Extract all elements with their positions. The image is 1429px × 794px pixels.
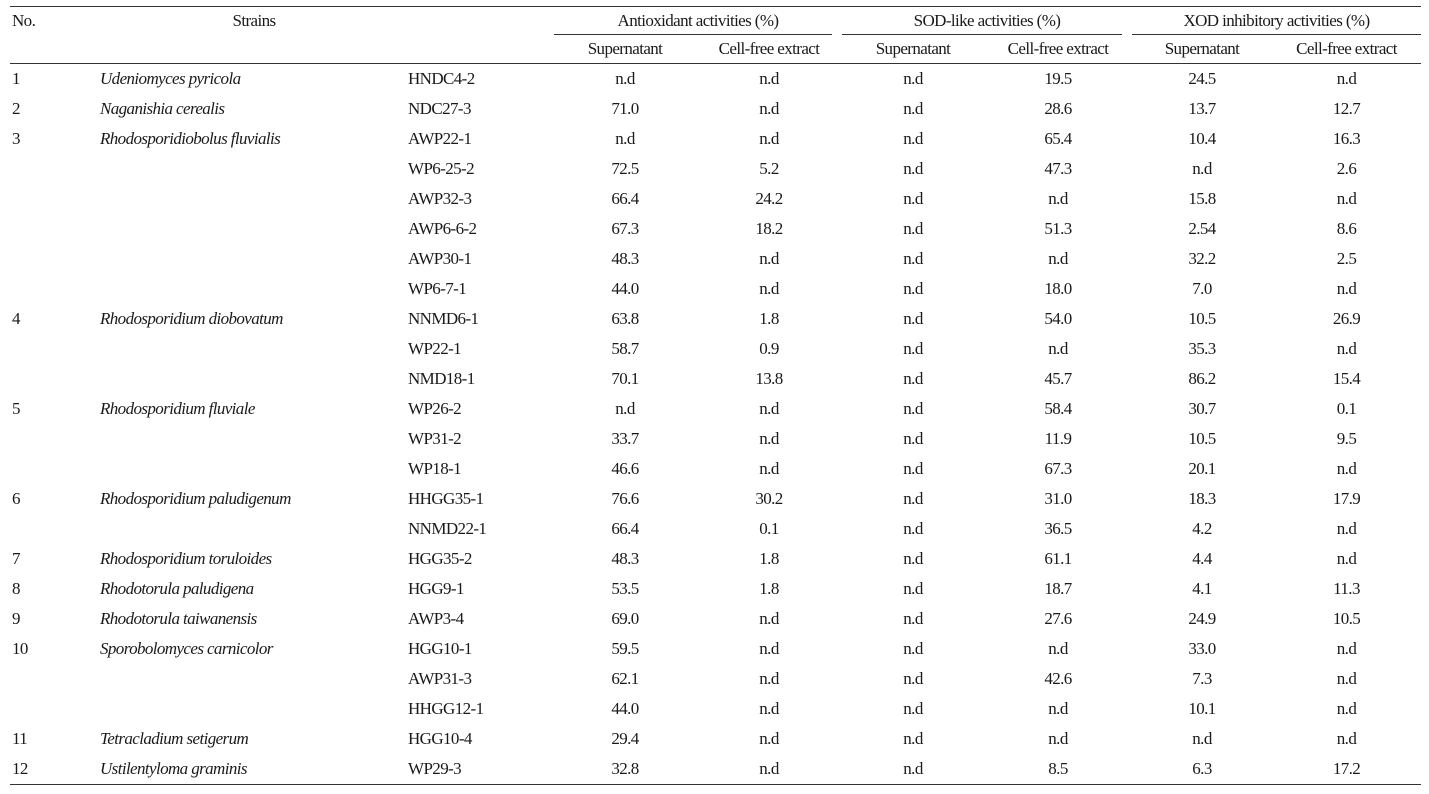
- cell-antioxidant-cellfree: n.d: [759, 279, 779, 298]
- cell-sod-cellfree: 8.5: [984, 754, 1132, 785]
- cell-xod-supernatant: 4.1: [1192, 579, 1212, 598]
- cell-species: [100, 604, 408, 634]
- cell-xod-cellfree: 15.4: [1332, 369, 1361, 388]
- cell-antioxidant-supernatant: 44.0: [611, 279, 639, 298]
- cell-sod-cellfree: 19.5: [1044, 69, 1072, 88]
- cell-sod-supernatant: n.d: [903, 519, 923, 538]
- cell-strain: HGG10-4: [408, 729, 472, 748]
- cell-antioxidant-supernatant: n.d: [615, 69, 635, 88]
- cell-antioxidant-supernatant: 70.1: [611, 369, 639, 388]
- cell-strain: WP6-25-2: [408, 159, 475, 178]
- cell-sod-cellfree: n.d: [1048, 729, 1068, 748]
- header-row-groups: [10, 7, 1421, 36]
- cell-antioxidant-cellfree: 1.8: [759, 579, 779, 598]
- cell-strain: NDC27-3: [408, 99, 471, 118]
- data-table: [10, 6, 1421, 785]
- table-row: [10, 484, 1421, 514]
- cell-sod-cellfree: 67.3: [1044, 459, 1072, 478]
- table-row: [10, 604, 1421, 634]
- cell-xod-supernatant: 86.2: [1188, 369, 1216, 388]
- cell-xod-supernatant: 6.3: [1132, 754, 1272, 785]
- cell-strain: WP31-2: [408, 429, 462, 448]
- species-name: Sporobolomyces carnicolor: [100, 639, 273, 658]
- cell-xod-supernatant: 33.0: [1188, 639, 1216, 658]
- header-xod-supernatant: Supernatant: [1132, 35, 1272, 64]
- cell-sod-cellfree: 47.3: [1044, 159, 1072, 178]
- cell-sod-cellfree: n.d: [1048, 339, 1068, 358]
- cell-strain: AWP6-6-2: [408, 219, 477, 238]
- cell-sod-supernatant: n.d: [903, 339, 923, 358]
- cell-strain: AWP3-4: [408, 609, 464, 628]
- cell-no: 1: [12, 69, 20, 88]
- cell-xod-supernatant: n.d: [1192, 159, 1212, 178]
- table-row: [10, 394, 1421, 424]
- header-sod-label: SOD-like activities (%): [913, 11, 1061, 30]
- cell-sod-cellfree: 61.1: [1044, 549, 1072, 568]
- cell-antioxidant-cellfree: n.d: [759, 459, 779, 478]
- cell-xod-cellfree: 11.3: [1333, 579, 1360, 598]
- cell-xod-supernatant: 18.3: [1188, 489, 1216, 508]
- cell-xod-supernatant: 30.7: [1188, 399, 1216, 418]
- cell-no: [10, 454, 100, 484]
- cell-species: [100, 304, 408, 334]
- cell-xod-supernatant: 24.9: [1188, 609, 1216, 628]
- cell-xod-supernatant: 4.2: [1192, 519, 1212, 538]
- cell-sod-cellfree: n.d: [1048, 249, 1068, 268]
- cell-xod-cellfree: 12.7: [1332, 99, 1361, 118]
- header-sod-supernatant: Supernatant: [842, 35, 984, 64]
- cell-xod-supernatant: 10.5: [1188, 309, 1216, 328]
- cell-sod-supernatant: n.d: [903, 609, 923, 628]
- cell-strain: AWP31-3: [408, 669, 472, 688]
- cell-no: 12: [10, 754, 100, 785]
- cell-sod-supernatant: n.d: [903, 369, 923, 388]
- species-name: Tetracladium setigerum: [100, 729, 249, 748]
- cell-xod-cellfree: n.d: [1336, 639, 1357, 658]
- cell-sod-cellfree: n.d: [1048, 639, 1068, 658]
- cell-antioxidant-cellfree: n.d: [759, 729, 779, 748]
- cell-xod-supernatant: 2.54: [1188, 219, 1216, 238]
- cell-antioxidant-supernatant: 46.6: [611, 459, 639, 478]
- cell-antioxidant-cellfree: 0.9: [759, 339, 779, 358]
- cell-species: [100, 94, 408, 124]
- cell-sod-cellfree: 18.7: [1044, 579, 1072, 598]
- cell-no: [10, 244, 100, 274]
- cell-xod-cellfree: 8.6: [1336, 219, 1357, 238]
- cell-xod-supernatant: 20.1: [1188, 459, 1216, 478]
- cell-sod-cellfree: n.d: [1048, 189, 1068, 208]
- cell-strain: WP29-3: [408, 754, 554, 785]
- cell-xod-supernatant: 4.4: [1192, 549, 1212, 568]
- cell-species: [100, 754, 408, 785]
- table-row: [10, 244, 1421, 274]
- cell-sod-cellfree: 28.6: [1044, 99, 1072, 118]
- species-name: Rhodosporidium paludigenum: [100, 489, 291, 508]
- cell-strain: WP22-1: [408, 339, 462, 358]
- cell-sod-cellfree: 65.4: [1044, 129, 1072, 148]
- cell-xod-cellfree: 2.6: [1336, 159, 1357, 178]
- cell-antioxidant-cellfree: 0.1: [759, 519, 779, 538]
- cell-no: 8: [12, 579, 20, 598]
- cell-antioxidant-cellfree: n.d: [696, 754, 842, 785]
- cell-antioxidant-supernatant: 29.4: [611, 729, 639, 748]
- cell-species: [100, 724, 408, 754]
- cell-strain: AWP32-3: [408, 189, 472, 208]
- cell-xod-cellfree: 17.2: [1272, 754, 1421, 785]
- cell-xod-supernatant: 35.3: [1188, 339, 1216, 358]
- cell-antioxidant-supernatant: n.d: [615, 399, 635, 418]
- cell-antioxidant-supernatant: 44.0: [611, 699, 639, 718]
- cell-species: [100, 664, 408, 694]
- cell-no: [10, 184, 100, 214]
- cell-species: [100, 214, 408, 244]
- cell-antioxidant-supernatant: 72.5: [611, 159, 639, 178]
- cell-strain: NNMD22-1: [408, 519, 487, 538]
- cell-antioxidant-supernatant: 48.3: [611, 549, 639, 568]
- cell-sod-supernatant: n.d: [903, 309, 923, 328]
- cell-antioxidant-cellfree: n.d: [759, 249, 779, 268]
- cell-xod-supernatant: 32.2: [1188, 249, 1216, 268]
- header-sod-cellfree: Cell-free extract: [984, 35, 1132, 64]
- table-row: [10, 664, 1421, 694]
- table-row: [10, 364, 1421, 394]
- cell-xod-cellfree: n.d: [1336, 699, 1357, 718]
- cell-species: [100, 424, 408, 454]
- cell-antioxidant-cellfree: 18.2: [755, 219, 783, 238]
- cell-sod-supernatant: n.d: [903, 639, 923, 658]
- cell-strain: HGG9-1: [408, 579, 464, 598]
- cell-sod-supernatant: n.d: [903, 459, 923, 478]
- cell-no: 2: [12, 99, 20, 118]
- cell-species: [100, 244, 408, 274]
- cell-antioxidant-cellfree: n.d: [759, 699, 779, 718]
- cell-antioxidant-supernatant: 58.7: [611, 339, 639, 358]
- header-ao-supernatant: Supernatant: [554, 35, 696, 64]
- species-name: Rhodotorula paludigena: [100, 579, 254, 598]
- cell-xod-cellfree: n.d: [1336, 549, 1357, 568]
- cell-antioxidant-cellfree: n.d: [759, 69, 779, 88]
- cell-strain: WP6-7-1: [408, 279, 467, 298]
- cell-species: [100, 634, 408, 664]
- table-row: [10, 424, 1421, 454]
- header-blank: [408, 7, 554, 36]
- cell-no: 5: [12, 399, 20, 418]
- cell-xod-cellfree: n.d: [1336, 189, 1357, 208]
- cell-antioxidant-cellfree: n.d: [759, 129, 779, 148]
- table-row: [10, 154, 1421, 184]
- cell-antioxidant-cellfree: 13.8: [755, 369, 783, 388]
- cell-species: [100, 484, 408, 514]
- cell-sod-cellfree: 36.5: [1044, 519, 1072, 538]
- cell-sod-cellfree: 31.0: [1044, 489, 1072, 508]
- table-row: [10, 274, 1421, 304]
- cell-species: [100, 454, 408, 484]
- cell-sod-supernatant: n.d: [903, 249, 923, 268]
- header-xod-cellfree: Cell-free extract: [1272, 35, 1421, 64]
- cell-antioxidant-supernatant: 48.3: [611, 249, 639, 268]
- table-row: [10, 544, 1421, 574]
- cell-xod-supernatant: 7.3: [1192, 669, 1212, 688]
- cell-antioxidant-supernatant: 32.8: [554, 754, 696, 785]
- cell-species: [100, 334, 408, 364]
- cell-antioxidant-cellfree: n.d: [759, 639, 779, 658]
- cell-antioxidant-supernatant: 76.6: [611, 489, 639, 508]
- cell-xod-supernatant: 10.1: [1188, 699, 1216, 718]
- cell-sod-supernatant: n.d: [903, 129, 923, 148]
- cell-sod-supernatant: n.d: [903, 279, 923, 298]
- cell-no: 11: [12, 729, 28, 748]
- cell-xod-cellfree: n.d: [1336, 339, 1357, 358]
- cell-xod-supernatant: 7.0: [1192, 279, 1212, 298]
- cell-antioxidant-supernatant: 33.7: [611, 429, 639, 448]
- cell-xod-cellfree: 0.1: [1336, 399, 1357, 418]
- cell-strain: WP26-2: [408, 399, 462, 418]
- species-name: Rhodotorula taiwanensis: [100, 609, 257, 628]
- header-ao-cellfree: Cell-free extract: [696, 35, 842, 64]
- cell-sod-supernatant: n.d: [903, 189, 923, 208]
- cell-sod-supernatant: n.d: [903, 399, 923, 418]
- cell-no: 3: [12, 129, 20, 148]
- table-row: [10, 754, 1421, 785]
- cell-strain: HNDC4-2: [408, 69, 475, 88]
- cell-species: [100, 544, 408, 574]
- table-row: [10, 184, 1421, 214]
- cell-strain: AWP30-1: [408, 249, 472, 268]
- cell-sod-supernatant: n.d: [903, 69, 923, 88]
- header-antioxidant: [554, 7, 842, 36]
- table-row: [10, 634, 1421, 664]
- cell-species: [100, 274, 408, 304]
- cell-sod-supernatant: n.d: [903, 729, 923, 748]
- cell-sod-supernatant: n.d: [903, 99, 923, 118]
- cell-no: [10, 694, 100, 724]
- cell-species: [100, 124, 408, 154]
- species-name: Naganishia cerealis: [100, 99, 225, 118]
- cell-no: [10, 214, 100, 244]
- cell-xod-cellfree: 9.5: [1336, 429, 1357, 448]
- table-row: [10, 694, 1421, 724]
- cell-sod-cellfree: 58.4: [1044, 399, 1072, 418]
- cell-antioxidant-cellfree: 1.8: [759, 309, 779, 328]
- cell-species: [100, 694, 408, 724]
- cell-no: 7: [12, 549, 20, 568]
- cell-sod-supernatant: n.d: [903, 219, 923, 238]
- cell-sod-cellfree: 54.0: [1044, 309, 1072, 328]
- table-row: [10, 574, 1421, 604]
- table-body: [10, 64, 1421, 785]
- cell-strain: HGG35-2: [408, 549, 472, 568]
- table-row: [10, 94, 1421, 124]
- header-sub-blank: [100, 35, 408, 64]
- cell-xod-cellfree: n.d: [1336, 669, 1357, 688]
- species-name: Udeniomyces pyricola: [100, 69, 241, 88]
- table-row: [10, 334, 1421, 364]
- header-sub-blank: [10, 35, 100, 64]
- cell-antioxidant-cellfree: 30.2: [755, 489, 783, 508]
- cell-no: [10, 364, 100, 394]
- header-antioxidant-label: Antioxidant activities (%): [617, 11, 779, 30]
- cell-sod-supernatant: n.d: [903, 549, 923, 568]
- cell-sod-supernatant: n.d: [842, 754, 984, 785]
- cell-no: [10, 424, 100, 454]
- cell-sod-cellfree: 45.7: [1044, 369, 1072, 388]
- table-row: [10, 304, 1421, 334]
- cell-xod-cellfree: n.d: [1336, 69, 1357, 88]
- cell-xod-cellfree: n.d: [1336, 279, 1357, 298]
- cell-sod-cellfree: 42.6: [1044, 669, 1072, 688]
- header-strains: Strains: [232, 11, 276, 30]
- cell-strain: HHGG12-1: [408, 699, 484, 718]
- cell-no: 10: [12, 639, 28, 658]
- cell-species: [100, 184, 408, 214]
- cell-antioxidant-cellfree: 1.8: [759, 549, 779, 568]
- cell-xod-supernatant: 10.5: [1188, 429, 1216, 448]
- cell-sod-supernatant: n.d: [903, 159, 923, 178]
- cell-no: [10, 664, 100, 694]
- cell-no: 9: [12, 609, 20, 628]
- cell-species: [100, 394, 408, 424]
- cell-strain: NMD18-1: [408, 369, 475, 388]
- header-sub-blank: [408, 35, 554, 64]
- cell-xod-supernatant: 24.5: [1188, 69, 1216, 88]
- cell-species: [100, 514, 408, 544]
- header-sod: [842, 7, 1132, 36]
- table-row: [10, 514, 1421, 544]
- cell-xod-supernatant: 10.4: [1188, 129, 1216, 148]
- species-name: Rhodosporidium toruloides: [100, 549, 272, 568]
- cell-antioxidant-cellfree: n.d: [759, 429, 779, 448]
- cell-sod-cellfree: 18.0: [1044, 279, 1072, 298]
- cell-sod-cellfree: 11.9: [1044, 429, 1072, 448]
- cell-sod-supernatant: n.d: [903, 429, 923, 448]
- cell-no: [10, 334, 100, 364]
- cell-sod-supernatant: n.d: [903, 669, 923, 688]
- cell-antioxidant-supernatant: 66.4: [611, 519, 639, 538]
- header-row-sub: [10, 35, 1421, 64]
- cell-strain: HGG10-1: [408, 639, 472, 658]
- cell-xod-cellfree: 17.9: [1332, 489, 1361, 508]
- table-row: [10, 724, 1421, 754]
- cell-no: [10, 154, 100, 184]
- cell-antioxidant-supernatant: 71.0: [611, 99, 639, 118]
- cell-no: 6: [12, 489, 20, 508]
- cell-antioxidant-supernatant: 63.8: [611, 309, 639, 328]
- cell-species: [100, 364, 408, 394]
- cell-antioxidant-supernatant: 59.5: [611, 639, 639, 658]
- header-xod: [1132, 7, 1421, 36]
- cell-xod-cellfree: 2.5: [1336, 249, 1357, 268]
- species-name: Rhodosporidiobolus fluvialis: [100, 129, 281, 148]
- cell-sod-cellfree: 27.6: [1044, 609, 1072, 628]
- cell-sod-supernatant: n.d: [903, 699, 923, 718]
- table-row: [10, 214, 1421, 244]
- cell-no: [10, 514, 100, 544]
- cell-antioxidant-supernatant: 69.0: [611, 609, 639, 628]
- cell-antioxidant-supernatant: n.d: [615, 129, 635, 148]
- cell-species: [100, 574, 408, 604]
- cell-sod-supernatant: n.d: [903, 579, 923, 598]
- species-name: Ustilentyloma graminis: [100, 759, 247, 778]
- cell-xod-supernatant: n.d: [1192, 729, 1212, 748]
- cell-strain: HHGG35-1: [408, 489, 484, 508]
- cell-xod-cellfree: n.d: [1336, 729, 1357, 748]
- species-name: Rhodosporidium fluviale: [100, 399, 255, 418]
- cell-antioxidant-cellfree: n.d: [759, 609, 779, 628]
- cell-xod-supernatant: 13.7: [1188, 99, 1216, 118]
- cell-antioxidant-cellfree: n.d: [759, 99, 779, 118]
- cell-species: [100, 154, 408, 184]
- cell-xod-supernatant: 15.8: [1188, 189, 1216, 208]
- cell-antioxidant-supernatant: 66.4: [611, 189, 639, 208]
- header-xod-label: XOD inhibitory activities (%): [1183, 11, 1370, 30]
- species-name: Rhodosporidium diobovatum: [100, 309, 283, 328]
- cell-strain: WP18-1: [408, 459, 462, 478]
- cell-antioxidant-cellfree: 5.2: [759, 159, 779, 178]
- cell-antioxidant-cellfree: n.d: [759, 669, 779, 688]
- cell-xod-cellfree: n.d: [1336, 519, 1357, 538]
- cell-antioxidant-supernatant: 62.1: [611, 669, 639, 688]
- table-row: [10, 64, 1421, 95]
- cell-sod-cellfree: 51.3: [1044, 219, 1072, 238]
- cell-species: [100, 64, 408, 95]
- cell-xod-cellfree: 16.3: [1332, 129, 1361, 148]
- cell-antioxidant-supernatant: 53.5: [611, 579, 639, 598]
- cell-sod-supernatant: n.d: [903, 489, 923, 508]
- cell-xod-cellfree: n.d: [1336, 459, 1357, 478]
- table-row: [10, 454, 1421, 484]
- cell-no: 4: [12, 309, 20, 328]
- cell-antioxidant-cellfree: 24.2: [755, 189, 783, 208]
- header-no: No.: [12, 11, 36, 30]
- cell-xod-cellfree: 26.9: [1332, 309, 1361, 328]
- cell-sod-cellfree: n.d: [1048, 699, 1068, 718]
- cell-strain: NNMD6-1: [408, 309, 479, 328]
- cell-antioxidant-cellfree: n.d: [759, 399, 779, 418]
- cell-strain: AWP22-1: [408, 129, 472, 148]
- cell-antioxidant-supernatant: 67.3: [611, 219, 639, 238]
- cell-xod-cellfree: 10.5: [1332, 609, 1361, 628]
- table-row: [10, 124, 1421, 154]
- cell-no: [10, 274, 100, 304]
